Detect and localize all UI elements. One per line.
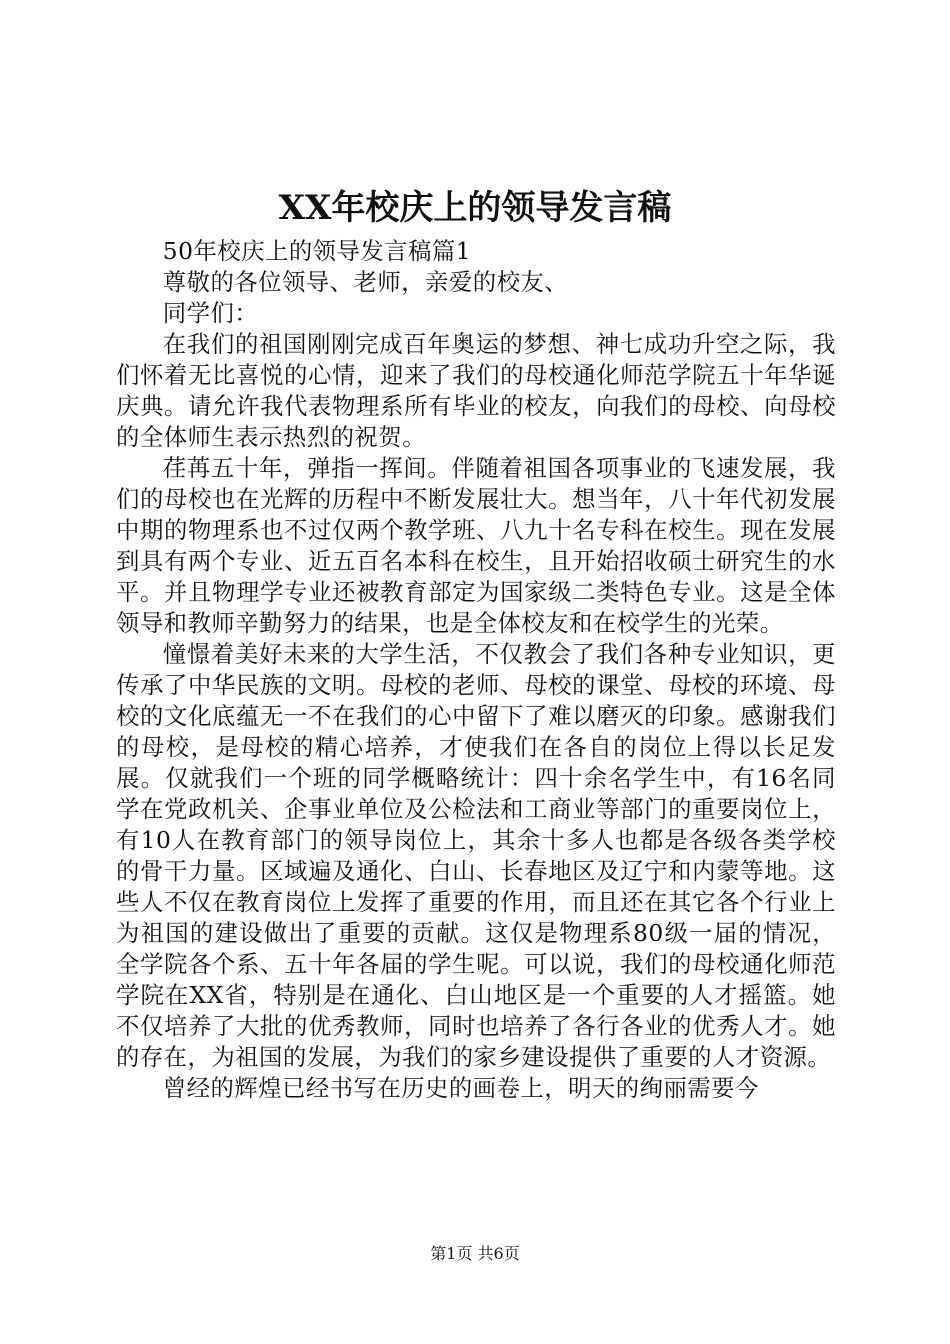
- section-heading: 50年校庆上的领导发言稿篇1: [162, 237, 472, 265]
- body-paragraph: 曾经的辉煌已经书写在历史的画卷上，明天的绚丽需要今: [162, 1074, 759, 1102]
- page-footer: 第1页 共6页: [430, 1244, 520, 1263]
- document-title: XX年校庆上的领导发言稿: [278, 188, 672, 228]
- document-body: [116, 236, 836, 1104]
- salutation-line: 同学们：: [162, 299, 259, 327]
- body-paragraph: 在我们的祖国刚刚完成百年奥运的梦想、神七成功升空之际，我们怀着无比喜悦的心情，迎来了我们的母校通化师范学院五十年华诞庆典。请允许我代表物理系所有毕业的校友，向我们的母校、向母校的全体师生表示热烈的祝贺。: [116, 330, 836, 451]
- salutation-line: 尊敬的各位领导、老师，亲爱的校友、: [162, 268, 569, 296]
- body-paragraph: 荏苒五十年，弹指一挥间。伴随着祖国各项事业的飞速发展，我们的母校也在光辉的历程中不断发展壮大。想当年，八十年代初发展中期的物理系也不过仅两个教学班、八九十名专科在校生。现在发展到具有两个专业、近五百名本科在校生，且开始招收硕士研究生的水平。并且物理学专业还被教育部定为国家级二类特色专业。这是全体领导和教师辛勤努力的结果，也是全体校友和在校学生的光荣。: [116, 454, 836, 637]
- body-paragraph: 憧憬着美好未来的大学生活，不仅教会了我们各种专业知识，更传承了中华民族的文明。母校的老师、母校的课堂、母校的环境、母校的文化底蕴无一不在我们的心中留下了难以磨灭的印象。感谢我们的母校，是母校的精心培养，才使我们在各自的岗位上得以长足发展。仅就我们一个班的同学概略统计：四十余名学生中，有16名同学在党政机关、企事业单位及公检法和工商业等部门的重要岗位上，有10人在教育部门的领导岗位上，其余十多人也都是各级各类学校的骨干力量。区域遍及通化、白山、长春地区及辽宁和内蒙等地。这些人不仅在教育岗位上发挥了重要的作用，而且还在其它各个行业上为祖国的建设做出了重要的贡献。这仅是物理系80级一届的情况，全学院各个系、五十年各届的学生呢。可以说，我们的母校通化师范学院在XX省，特别是在通化、白山地区是一个重要的人才摇篮。她不仅培养了大批的优秀教师，同时也培养了各行各业的优秀人才。她的存在，为祖国的发展，为我们的家乡建设提供了重要的人才资源。: [116, 640, 836, 1071]
